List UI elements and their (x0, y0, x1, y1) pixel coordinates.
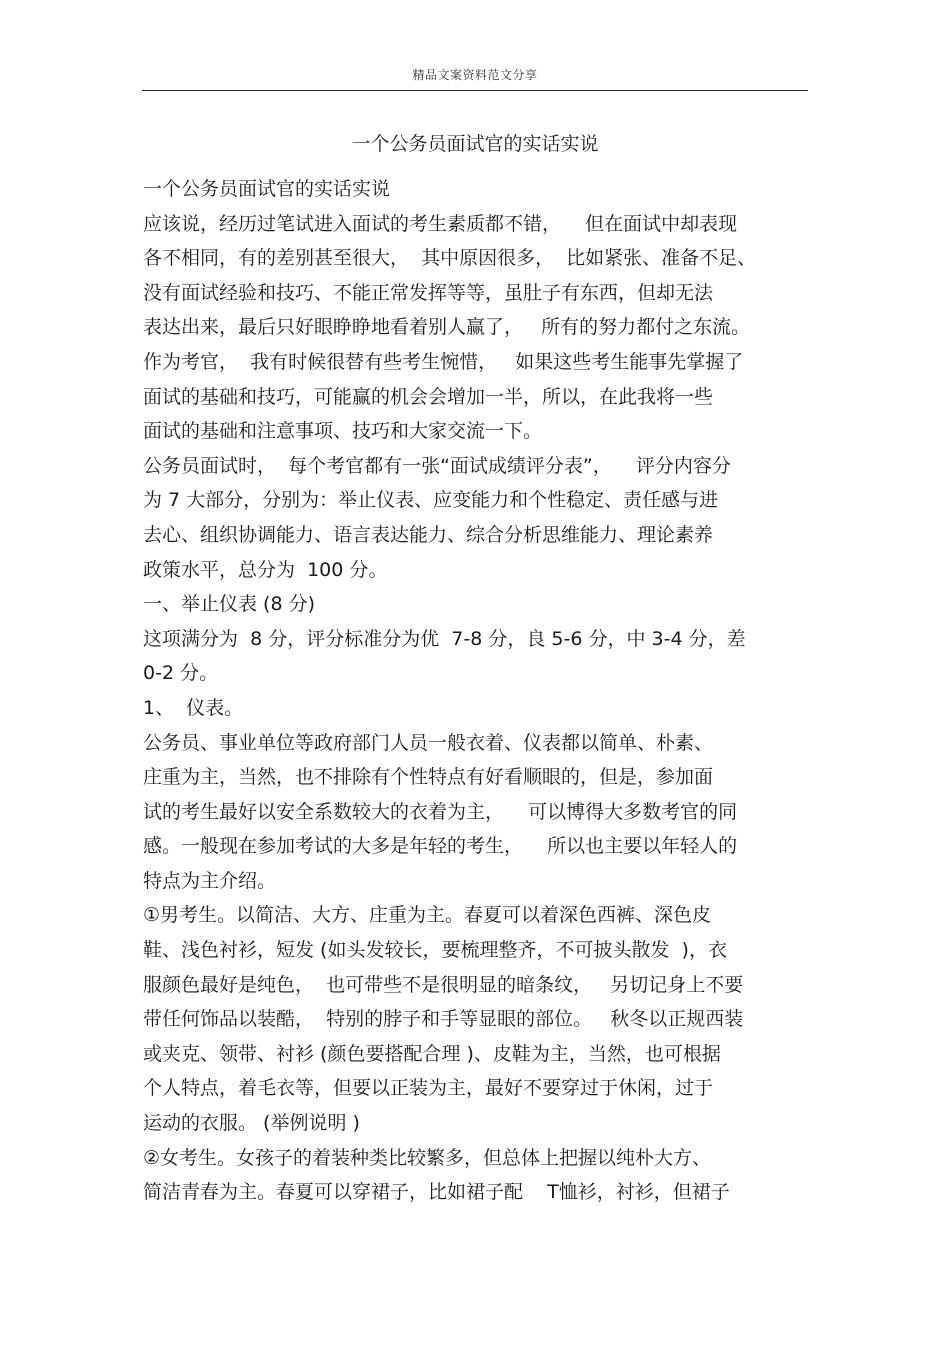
body-line: 一个公务员面试官的实话实说 (143, 178, 391, 200)
header-divider (142, 90, 808, 91)
body-line: 0-2 分。 (143, 662, 219, 685)
body-line: 去心、组织协调能力、语言表达能力、综合分析思维能力、理论素养 (143, 523, 714, 546)
body-line: ②女考生。女孩子的着装种类比较繁多，但总体上把握以纯朴大方、 (143, 1146, 712, 1169)
body-line: 带任何饰品以装酷， 特别的脖子和手等显眼的部位。 秋冬以正规西装 (143, 1008, 744, 1031)
document-title: 一个公务员面试官的实话实说 (351, 133, 599, 155)
body-line: 或夹克、领带、衬衫 (颜色要搭配合理 )、皮鞋为主，当然，也可根据 (143, 1042, 721, 1065)
body-line: 鞋、浅色衬衫，短发 (如头发较长，要梳理整齐，不可披头散发 )，衣 (143, 939, 727, 962)
body-line: 没有面试经验和技巧、不能正常发挥等等，虽肚子有东西，但却无法 (143, 281, 714, 304)
body-line: 试的考生最好以安全系数较大的衣着为主， 可以博得大多数考官的同 (143, 800, 738, 823)
body-line: 面试的基础和技巧，可能赢的机会会增加一半，所以，在此我将一些 (143, 385, 714, 408)
body-line: 各不相同，有的差别甚至很大， 其中原因很多， 比如紧张、准备不足、 (143, 247, 757, 270)
body-line: 感。一般现在参加考试的大多是年轻的考生， 所以也主要以年轻人的 (143, 835, 738, 858)
body-line: 简洁青春为主。春夏可以穿裙子，比如裙子配 T恤衫，衬衫，但裙子 (143, 1181, 730, 1204)
body-line: 应该说，经历过笔试进入面试的考生素质都不错， 但在面试中却表现 (143, 212, 738, 235)
body-line: 政策水平，总分为 100 分。 (143, 558, 388, 581)
body-line: ①男考生。以简洁、大方、庄重为主。春夏可以着深色西裤、深色皮 (143, 904, 712, 927)
body-line: 特点为主介绍。 (143, 869, 277, 892)
body-line: 服颜色最好是纯色， 也可带些不是很明显的暗条纹， 另切记身上不要 (143, 973, 744, 996)
body-line: 个人特点，着毛衣等，但要以正装为主，最好不要穿过于休闲，过于 (143, 1077, 714, 1100)
body-line: 面试的基础和注意事项、技巧和大家交流一下。 (143, 420, 543, 443)
page-header-text: 精品文案资料范文分享 (412, 68, 538, 82)
body-line: 为 7 大部分，分别为：举止仪表、应变能力和个性稳定、责任感与进 (143, 489, 719, 512)
document-body (143, 172, 823, 1210)
body-line: 庄重为主，当然，也不排除有个性特点有好看顺眼的，但是，参加面 (143, 766, 714, 789)
body-line: 表达出来，最后只好眼睁睁地看着别人赢了， 所有的努力都付之东流。 (143, 316, 751, 339)
body-line: 作为考官， 我有时候很替有些考生惋惜， 如果这些考生能事先掌握了 (143, 350, 744, 373)
body-line: 这项满分为 8 分，评分标准分为优 7-8 分，良 5-6 分，中 3-4 分，差 (143, 627, 746, 650)
section-heading: 一、举止仪表 (8 分) (143, 593, 315, 616)
body-line: 运动的衣服。 (举例说明 ) (143, 1112, 360, 1135)
body-line: 公务员面试时， 每个考官都有一张“面试成绩评分表”， 评分内容分 (143, 454, 731, 477)
subsection-heading: 1、 仪表。 (143, 696, 244, 719)
body-line: 公务员、事业单位等政府部门人员一般衣着、仪表都以简单、朴素、 (143, 731, 714, 754)
